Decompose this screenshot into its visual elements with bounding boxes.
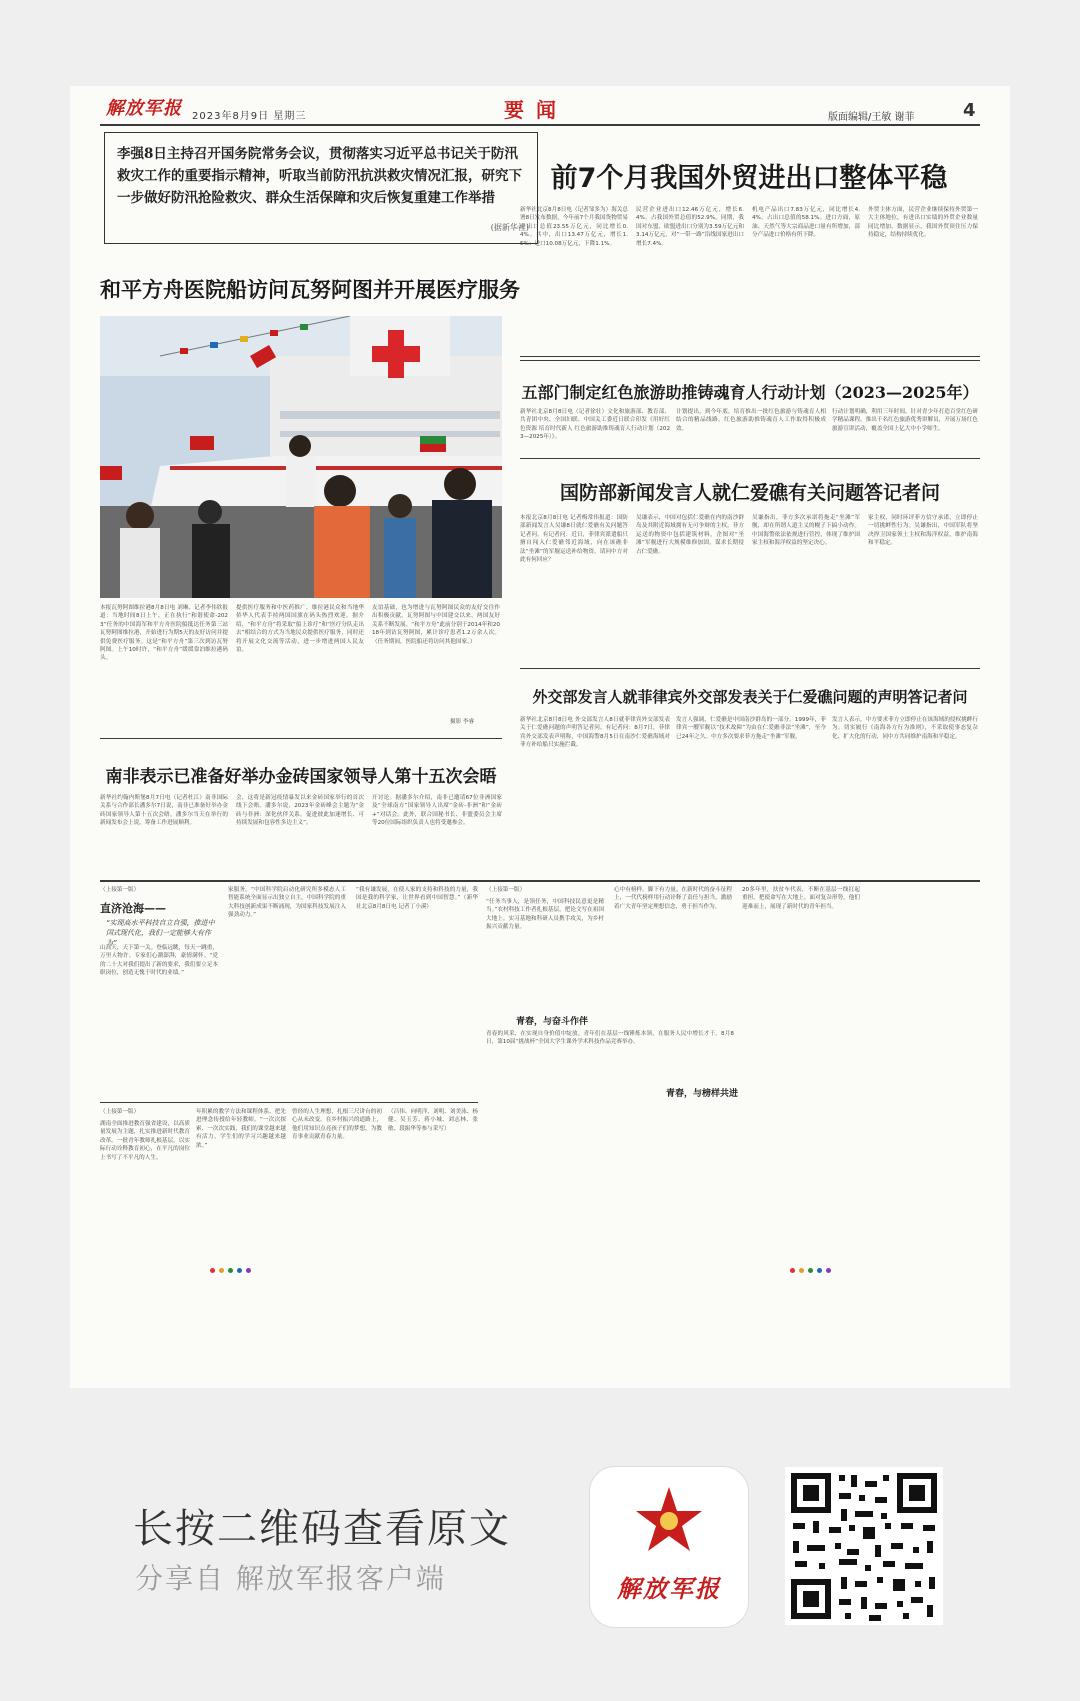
lower-a-col-3: “我有谦发展，在使人家的支持和科技的力量，我国是我的科学家，让世界看到中国智慧。”（新华社北京8月8日电 记者丁小溪） bbox=[356, 887, 478, 910]
mnd-col-2: 吴谦表示，中国对包括仁爱礁在内的南沙群岛及其附近海域拥有无可争辩的主权。菲方运送的物资中包括建筑材料，企图对“坐滩”军舰进行大规模维修加固，谋求长期侵占仁爱礁。 bbox=[636, 515, 744, 555]
lower-c-col-1: 湖南全面推进教育强省建设，以高质量发展为主题，扎实推进新时代教育改革。一批青年教师扎根基层，以实际行动诠释教育初心，在平凡的岗位上书写了不平凡的人生。 bbox=[100, 1121, 190, 1161]
dot-red bbox=[210, 1268, 215, 1273]
lower-b-label: （上接第一版） bbox=[486, 887, 526, 893]
lower-a-label: （上接第一版） bbox=[100, 887, 140, 893]
red-tourism-body bbox=[520, 408, 978, 452]
page-editors: 版面编辑/王敏 谢菲 bbox=[828, 112, 915, 123]
trade-body bbox=[520, 206, 978, 348]
hospital-ship-col-3: 友谊基础，也为增进与瓦努阿图民众的友好交往作出积极贡献。瓦努阿图与中国建交以来，两国友好关系不断发展。“和平方舟”此前分别于2014年和2018年到访瓦努阿图，累计诊疗患者1.2万余人次。（任务期间，医院船还将访问其他国家。） bbox=[372, 605, 500, 645]
lower-a-col-1: 山高天，天下第一关。登临远眺，每天一跳重，万里人物许。专家们心潮澎湃，豪情满怀。“党的二十大对我们提出了新的要求，我们要立足本职岗位，创造无愧于时代的业绩。” bbox=[100, 945, 218, 977]
lower-b-subhead-2: 青春，与榜样共进 bbox=[666, 1089, 739, 1099]
hospital-ship-credit: 摄影 李睿 bbox=[450, 719, 475, 725]
hospital-ship-col-2: 提供医疗服务和中医药推广。维拉港民众和当地华侨华人代表手持两国国旗在码头热烈欢迎。据介绍，“和平方舟”将采取“船上诊疗”和“医疗分队走出去”相结合的方式为当地民众提供医疗服务，同时还将开展文化交流等活动，进一步增进两国人民友谊。 bbox=[236, 605, 364, 654]
mnd-body bbox=[520, 514, 978, 662]
dot-blue bbox=[237, 1268, 242, 1273]
newspaper-page bbox=[70, 86, 1010, 1388]
bricks-body bbox=[100, 794, 502, 858]
trade-col-2: 民营企业进出口12.46万亿元，增长6.4%，占我国外贸总值的52.9%。同期，我国对东盟、欧盟进出口分别为3.59万亿元和3.14万亿元，对“一带一路”沿线国家进出口增长7.4%。 bbox=[636, 207, 744, 247]
lower-a-body bbox=[100, 886, 478, 1096]
lower-c-body bbox=[100, 1108, 478, 1268]
dot-purple bbox=[826, 1268, 831, 1273]
red-tourism-top-rule bbox=[520, 360, 980, 361]
mfa-col-1: 新华社北京8月8日电 外交部发言人8日就菲律宾外交部发表关于仁爱礁问题的声明答记者问。有记者问：8月7日，菲律宾外交部发表声明称，中国海警8月5日在南沙仁爱礁海域对菲方补给船只实施拦截。 bbox=[520, 717, 670, 749]
mnd-col-3: 吴谦指出，菲方多次承诺将拖走“坐滩”军舰，却在所谓人道主义的幌子下搞小动作。中国海警依法依规进行管控，体现了维护国家主权和海洋权益的坚定决心。 bbox=[752, 515, 860, 547]
lower-c-col-4: （吕伟、向明洋、刘明、刘美泳、杨健、吴玉芳、蒋小城、刘志林、张敏、段振华等参与采写） bbox=[388, 1109, 478, 1132]
lower-a-col-2: 家服务。“中国科学院启动化研究所多模态人工智能系统全面显示出独立自主，中国科学院的重大科技创新成果不断涌现，为国家科技发展注入强劲动力。” bbox=[228, 887, 346, 919]
mnd-col-4: 家主权，同时环评菲方信守承诺，立即停止一切挑衅性行为。吴谦指出，中国军队将坚决捍卫国家领土主权和海洋权益，维护南海和平稳定。 bbox=[868, 515, 978, 547]
hospital-ship-photo-svg bbox=[100, 316, 502, 598]
red-tourism-headline: 五部门制定红色旅游助推铸魂育人行动计划（2023—2025年） bbox=[521, 383, 979, 402]
lower-c-col-2: 年积累的教学方法和课程体系，把先进理念传授给年轻教师。“一次次探索、一次次实践，我们的课堂越来越有活力，学生们的学习兴趣越来越浓。” bbox=[196, 1109, 286, 1149]
red-tourism-col-1: 新华社北京8月8日电（记者徐壮）文化和旅游部、教育部、共青团中央、全国妇联、中国关工委近日联合印发《用好红色资源 培育时代新人 红色旅游助推铸魂育人行动计划（2023—2025年）》。 bbox=[520, 409, 670, 441]
dot-blue bbox=[817, 1268, 822, 1273]
footer-sub-text: 分享自 解放军报客户端 bbox=[135, 1562, 446, 1595]
trade-rule bbox=[520, 356, 980, 357]
lower-c-rule bbox=[100, 1102, 478, 1103]
newspaper-logo: 解放军报 bbox=[106, 98, 182, 119]
red-tourism-bottom-rule bbox=[520, 458, 980, 459]
mfa-col-3: 发言人表示，中方要求菲方立即停止在该海域的侵权挑衅行为，切实履行《南海各方行为准则》，不采取使事态复杂化、扩大化的行动，同中方共同维护南海和平稳定。 bbox=[832, 717, 978, 740]
masthead-rule bbox=[100, 124, 980, 126]
red-tourism-col-3: 行动计划明确，利用三年时间，针对青少年打造百堂红色研学精品课程，推出千名红色旅游优秀讲解员，开展万场红色旅游宣讲活动，覆盖全国上亿大中小学师生。 bbox=[832, 409, 978, 432]
lower-b-col-3: 心中有榜样，脚下有力量。在新时代的奋斗征程上，一代代榜样用行动诠释了责任与担当，激励着广大青年坚定理想信念，勇于担当作为。 bbox=[614, 887, 732, 910]
bricks-col-2: 会，这将是新冠疫情暴发以来金砖国家举行的首次线下会晤。潘多尔说，2023年金砖峰会主题为“金砖与非洲：深化伙伴关系，促进彼此加速增长、可持续发展和包容性多边主义”。 bbox=[236, 795, 364, 827]
qr-code[interactable] bbox=[785, 1467, 943, 1625]
masthead bbox=[70, 86, 1010, 126]
page-number: 4 bbox=[963, 100, 976, 121]
hospital-ship-body bbox=[100, 604, 502, 728]
footer-main-text: 长按二维码查看原文 bbox=[133, 1506, 511, 1552]
top-summary-box bbox=[104, 132, 538, 244]
bricks-col-3: 开讨论。据潘多尔介绍，南非已邀请67位非洲国家及“全球南方”国家领导人出席“金砖-非洲”和“金砖+”对话会。此外，联合国秘书长、非盟委员会主席等20位国际组织负责人也将受邀参会。 bbox=[372, 795, 502, 827]
issue-date: 2023年8月9日 星期三 bbox=[192, 111, 307, 122]
dot-yellow bbox=[219, 1268, 224, 1273]
red-tourism-col-2: 计划提出，到今年底，培育推出一批红色旅游与铸魂育人相结合的精品线路，红色旅游助推铸魂育人工作取得积极成效。 bbox=[676, 409, 826, 432]
red-star-icon bbox=[634, 1485, 704, 1555]
lower-section-rule bbox=[100, 880, 980, 882]
mnd-headline: 国防部新闻发言人就仁爱礁有关问题答记者问 bbox=[559, 482, 940, 504]
hospital-ship-col-1: 本报瓦努阿图维拉港8月8日电 刘琳、记者李伟欣报道：当地时间8日上午，正在执行“和谐使命-2023”任务的中国海军和平方舟医院船抵达任务第三站瓦努阿图维拉港，开始进行为期5天的友好访问并提供免费医疗服务。这是“和平方舟”第三次到访瓦努阿图。上午10时许，“和平方舟”缓缓靠泊维拉港码头。 bbox=[100, 605, 228, 662]
page-dots-right bbox=[790, 1268, 831, 1273]
section-title: 要闻 bbox=[504, 98, 568, 122]
lower-c-col-3: 曾经的人生理想，扎根三尺讲台的初心从未改变。在乡村振兴的道路上，他们用知识点亮孩子们的梦想，为教育事业贡献青春力量。 bbox=[292, 1109, 382, 1141]
dot-red bbox=[790, 1268, 795, 1273]
lower-c-label: （上接第一版） bbox=[100, 1109, 140, 1115]
lower-b-col-2: 青春的风采，在实现自身价值中绽放。青年们在基层一线锤炼本领，在服务人民中增长才干。8月8日，第10届“挑战杯”全国大学生课外学术科技作品竞赛举办。 bbox=[486, 1031, 734, 1046]
bricks-col-1: 新华社约翰内斯堡8月7日电（记者杜江）南非国际关系与合作部长潘多尔7日说，南非已准备好举办金砖国家领导人第十五次会晤。潘多尔当天在举行的新闻发布会上说，筹备工作进展顺利。 bbox=[100, 795, 228, 827]
mfa-body bbox=[520, 716, 978, 870]
dot-purple bbox=[246, 1268, 251, 1273]
lower-b-body bbox=[486, 886, 980, 1256]
lower-b-col-4: 20多年里，扶贫车代表，不断在基层一线扛起重担，把使命写在大地上。面对复杂形势，他们迎难而上，展现了新时代的青年担当。 bbox=[742, 887, 860, 910]
trade-headline: 前7个月我国外贸进出口整体平稳 bbox=[550, 163, 948, 194]
top-summary-source: (据新华社) bbox=[490, 223, 529, 232]
mfa-col-2: 发言人强调，仁爱礁是中国南沙群岛的一部分。1999年，菲律宾一艘军舰以“技术故障”为由在仁爱礁非法“坐滩”，至今已24年之久。中方多次要求菲方拖走“坐滩”军舰。 bbox=[676, 717, 826, 740]
top-summary-text: 李强8日主持召开国务院常务会议，贯彻落实习近平总书记关于防汛救灾工作的重要指示精神，听取当前防汛抗洪救灾情况汇报，研究下一步做好防汛抢险救灾、群众生活保障和灾后恢复重建工作举措 bbox=[117, 146, 522, 206]
bricks-headline: 南非表示已准备好举办金砖国家领导人第十五次会晤 bbox=[105, 767, 497, 787]
lower-b-col-1: “任务当事人，是领任务，中国科技民意更是精当。”农村科技工作者扎根基层，把论文写在祖国大地上。实习基地和科研人员携手攻关，为乡村振兴贡献力量。 bbox=[486, 899, 604, 931]
trade-col-4: 外贸主体方面，民营企业继续保持外贸第一大主体地位，有进出口实绩的外贸企业数量同比增加。数据显示，我国外贸顶住压力保持稳定，结构持续优化。 bbox=[868, 207, 978, 239]
app-icon[interactable] bbox=[589, 1466, 749, 1628]
app-name-logo: 解放军报 bbox=[617, 1574, 721, 1603]
dot-yellow bbox=[799, 1268, 804, 1273]
lower-a-subhead: 直济沧海—— bbox=[100, 902, 166, 915]
trade-col-3: 机电产品出口7.83万亿元，同比增长4.4%，占出口总值的58.1%。进口方面，原油、天然气等大宗商品进口量有所增加，部分产品进口价格有所下降。 bbox=[752, 207, 860, 239]
dot-green bbox=[228, 1268, 233, 1273]
page-dots bbox=[210, 1268, 251, 1273]
hospital-ship-headline: 和平方舟医院船访问瓦努阿图并开展医疗服务 bbox=[100, 278, 520, 302]
mfa-headline: 外交部发言人就菲律宾外交部发表关于仁爱礁问题的声明答记者问 bbox=[532, 688, 968, 706]
mnd-rule bbox=[520, 668, 980, 669]
mnd-col-1: 本报北京8月8日电 记者梅常伟报道：国防部新闻发言人吴谦8日就仁爱礁有关问题答记者问。有记者问：近日，菲律宾派遣船只擅自闯入仁爱礁邻近海域，向在该礁非法“坐滩”的军舰运送补给物资。请问中方对此有何回应？ bbox=[520, 515, 628, 564]
lower-a-quote: “实现高水平科技自立自强，推进中国式现代化，我们一定能够大有作为” bbox=[106, 919, 215, 947]
dot-green bbox=[808, 1268, 813, 1273]
lower-b-subhead-1: 青春，与奋斗作伴 bbox=[516, 1017, 589, 1027]
qr-code-icon bbox=[785, 1467, 943, 1625]
hospital-ship-photo bbox=[100, 316, 502, 598]
bricks-top-rule bbox=[100, 738, 502, 739]
trade-col-1: 新华社北京8月8日电（记者邹多为）海关总署8日发布数据，今年前7个月我国货物贸易进出口总值23.55万亿元，同比增长0.4%。其中，出口13.47万亿元，增长1.5%；进口10.08万亿元，下降1.1%。 bbox=[520, 207, 628, 247]
